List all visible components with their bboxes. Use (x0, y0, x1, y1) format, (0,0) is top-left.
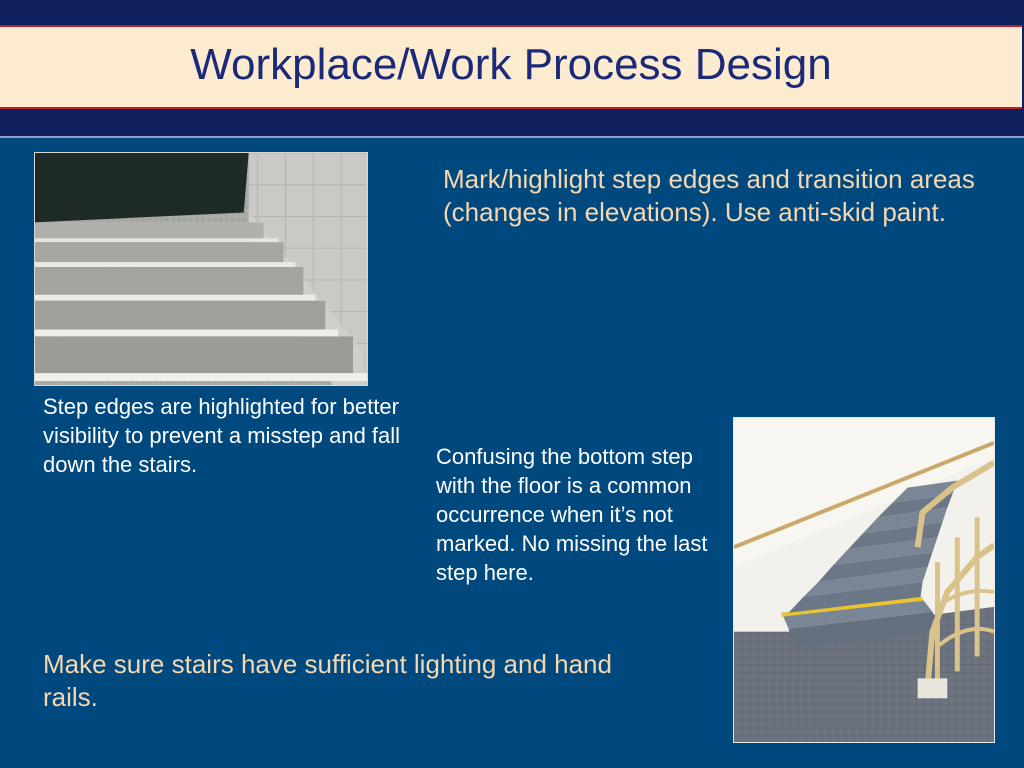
slide-title: Workplace/Work Process Design (190, 40, 832, 89)
mark-step-edges-text: Mark/highlight step edges and transition areas (changes in elevations). Use anti-skid paint. (443, 164, 975, 227)
title-box (0, 25, 1022, 109)
lighting-handrails-text: Make sure stairs have sufficient lighting and hand rails. (43, 649, 612, 712)
stairs-photo-bottom-step (733, 417, 995, 743)
step-edges-caption: Step edges are highlighted for better visibility to prevent a misstep and fall down the stairs. (43, 394, 401, 477)
bottom-step-caption: Confusing the bottom step with the floor is a common occurrence when it’s not marked. No missing the last step here. (436, 444, 708, 585)
stairs-photo-2-image (734, 418, 994, 742)
stairs-photo-highlighted-edges (34, 152, 368, 386)
stairs-photo-1-image (35, 153, 367, 385)
header-rule (0, 136, 1024, 138)
